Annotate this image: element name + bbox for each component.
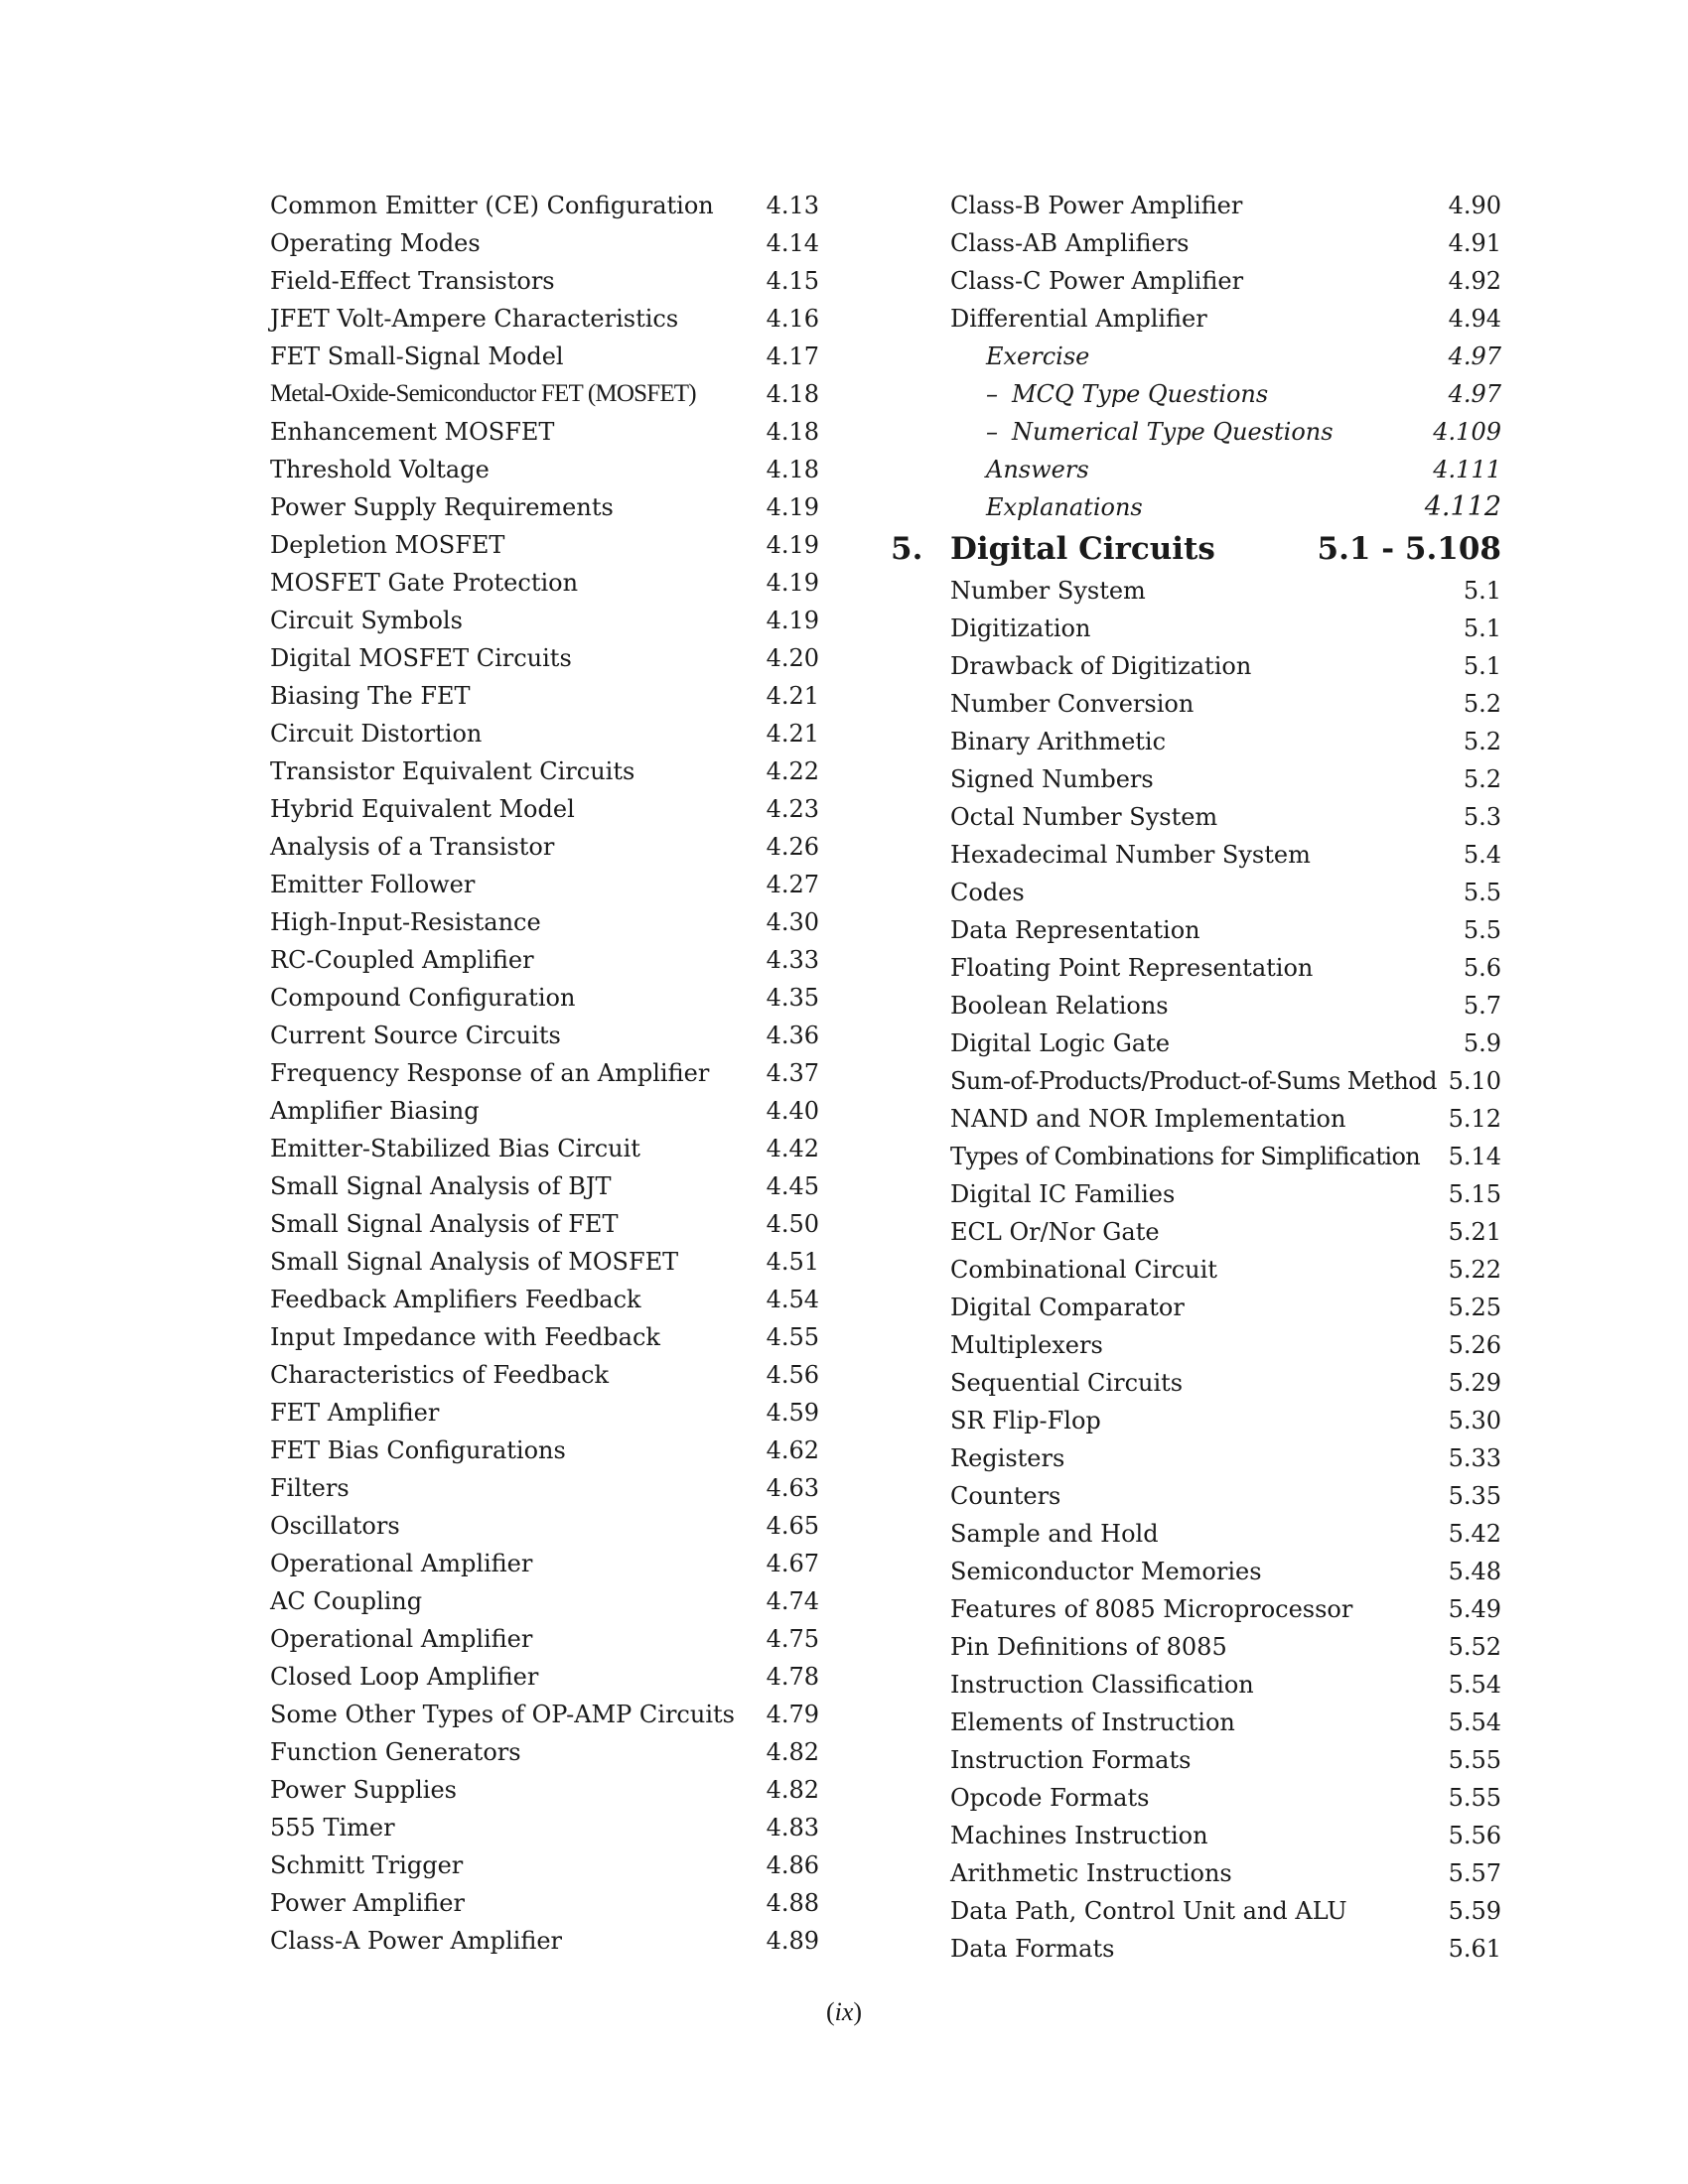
- toc-entry[interactable]: [891, 1251, 1501, 1289]
- toc-entry-page: 5.1: [1463, 577, 1501, 605]
- dash-glyph: –: [986, 380, 998, 408]
- toc-entry[interactable]: [891, 1892, 1501, 1930]
- toc-entry-page: 4.21: [766, 720, 819, 748]
- toc-entry[interactable]: [891, 1326, 1501, 1364]
- toc-entry-title: Metal-Oxide-Semiconductor FET (MOSFET): [270, 380, 696, 407]
- toc-entry-title: FET Bias Configurations: [270, 1436, 566, 1464]
- toc-entry-title: Digital MOSFET Circuits: [270, 644, 572, 672]
- toc-entry[interactable]: [891, 1289, 1501, 1326]
- toc-entry-title: Registers: [950, 1444, 1065, 1472]
- toc-entry[interactable]: [891, 1477, 1501, 1515]
- toc-entry-title: Circuit Distortion: [270, 720, 483, 748]
- toc-entry-page: 4.97: [1448, 342, 1501, 370]
- toc-entry-page: 4.51: [766, 1248, 819, 1276]
- toc-entry-page: 4.18: [766, 456, 819, 483]
- toc-entry-title: Counters: [950, 1482, 1061, 1510]
- toc-entry-page: 4.90: [1448, 192, 1501, 219]
- toc-entry-page: 4.109: [1433, 418, 1501, 446]
- page-number: [0, 1997, 1688, 2027]
- mcq-label: MCQ Type Questions: [1012, 380, 1269, 408]
- toc-entry[interactable]: [891, 723, 1501, 760]
- toc-entry-page: 5.14: [1448, 1143, 1501, 1170]
- toc-entry-title: Operational Amplifier: [270, 1625, 533, 1653]
- numerical-title: [986, 413, 1334, 451]
- toc-entry-page: 4.26: [766, 833, 819, 861]
- toc-entry-title: Field-Effect Transistors: [270, 267, 555, 295]
- toc-entry-title: Codes: [950, 879, 1025, 906]
- toc-entry-page: 5.30: [1448, 1407, 1501, 1434]
- toc-entry[interactable]: [270, 1771, 819, 1809]
- toc-entry-title: Operating Modes: [270, 229, 481, 257]
- toc-entry-title: RC-Coupled Amplifier: [270, 946, 534, 974]
- toc-entry-page: 5.56: [1448, 1822, 1501, 1849]
- toc-entry-title: Emitter Follower: [270, 871, 476, 898]
- toc-entry[interactable]: [270, 1620, 819, 1658]
- toc-entry-page: 5.2: [1463, 765, 1501, 793]
- toc-entry[interactable]: [891, 1439, 1501, 1477]
- mcq-title: [986, 375, 1268, 413]
- toc-entry-page: 5.2: [1463, 728, 1501, 755]
- toc-entry-title: Some Other Types of OP-AMP Circuits: [270, 1701, 735, 1728]
- toc-entry[interactable]: [270, 752, 819, 790]
- dash-glyph: –: [986, 418, 998, 446]
- toc-entry-title: JFET Volt-Ampere Characteristics: [270, 305, 679, 333]
- toc-entry-title: Oscillators: [270, 1512, 400, 1540]
- toc-entry-title: Digitization: [950, 614, 1091, 642]
- toc-entry-page: 5.2: [1463, 690, 1501, 718]
- toc-entry-page: 5.12: [1448, 1105, 1501, 1133]
- toc-entry-title: Number System: [950, 577, 1146, 605]
- toc-entry[interactable]: [270, 979, 819, 1017]
- toc-entry-page: 5.33: [1448, 1444, 1501, 1472]
- toc-entry[interactable]: [270, 1054, 819, 1092]
- toc-entry-page: 4.111: [1433, 456, 1501, 483]
- toc-entry[interactable]: [270, 903, 819, 941]
- toc-mcq-entry[interactable]: [891, 375, 1501, 413]
- toc-entry-title: Arithmetic Instructions: [950, 1859, 1232, 1887]
- toc-entry-title: Features of 8085 Microprocessor: [950, 1595, 1353, 1623]
- toc-entry-title: Hexadecimal Number System: [950, 841, 1311, 869]
- toc-entry-title: Biasing The FET: [270, 682, 471, 710]
- toc-entry-page: 4.86: [766, 1851, 819, 1879]
- toc-entry-page: 4.19: [766, 569, 819, 597]
- toc-entry[interactable]: [270, 1281, 819, 1318]
- toc-entry-page: 4.18: [766, 418, 819, 446]
- toc-entry[interactable]: [891, 1553, 1501, 1590]
- toc-entry-page: 4.65: [766, 1512, 819, 1540]
- toc-entry-title: ECL Or/Nor Gate: [950, 1218, 1160, 1246]
- numerical-label: Numerical Type Questions: [1012, 418, 1334, 446]
- toc-entry-page: 4.91: [1448, 229, 1501, 257]
- toc-entry[interactable]: [270, 224, 819, 262]
- toc-entry[interactable]: [270, 1733, 819, 1771]
- toc-entry-title: Floating Point Representation: [950, 954, 1314, 982]
- toc-entry[interactable]: [270, 1432, 819, 1469]
- toc-entry-page: 5.29: [1448, 1369, 1501, 1397]
- toc-entry[interactable]: [891, 1138, 1501, 1175]
- toc-entry[interactable]: [891, 1628, 1501, 1666]
- toc-entry-page: 4.19: [766, 493, 819, 521]
- toc-entry-page: 4.33: [766, 946, 819, 974]
- toc-entry[interactable]: [891, 1364, 1501, 1402]
- toc-entry-title: Signed Numbers: [950, 765, 1154, 793]
- toc-entry-page: 4.112: [1424, 491, 1501, 522]
- toc-entry-title: Instruction Classification: [950, 1671, 1254, 1699]
- toc-entry-title: Number Conversion: [950, 690, 1195, 718]
- toc-entry-page: 5.49: [1448, 1595, 1501, 1623]
- toc-entry-title: Opcode Formats: [950, 1784, 1150, 1812]
- toc-entry-title: Power Supplies: [270, 1776, 457, 1804]
- toc-entry-title: Data Formats: [950, 1935, 1115, 1963]
- toc-entry-page: 4.36: [766, 1022, 819, 1049]
- toc-entry[interactable]: [891, 1100, 1501, 1138]
- toc-entry-page: 5.10: [1448, 1067, 1501, 1095]
- toc-entry-title: Multiplexers: [950, 1331, 1103, 1359]
- toc-entry-title: FET Amplifier: [270, 1399, 440, 1427]
- toc-entry-title: Class-AB Amplifiers: [950, 229, 1190, 257]
- toc-entry-title: Class-B Power Amplifier: [950, 192, 1243, 219]
- toc-entry-title: Enhancement MOSFET: [270, 418, 555, 446]
- toc-entry-page: 4.14: [766, 229, 819, 257]
- toc-entry-title: Depletion MOSFET: [270, 531, 505, 559]
- toc-entry-page: 5.5: [1463, 879, 1501, 906]
- chapter-title: Digital Circuits: [950, 531, 1215, 567]
- toc-entry[interactable]: [891, 1590, 1501, 1628]
- toc-entry[interactable]: [891, 1213, 1501, 1251]
- toc-entry-page: 4.20: [766, 644, 819, 672]
- toc-entry[interactable]: [270, 1696, 819, 1733]
- toc-entry[interactable]: [891, 1062, 1501, 1100]
- toc-entry-page: 4.55: [766, 1323, 819, 1351]
- toc-entry[interactable]: [270, 602, 819, 639]
- toc-entry-title: Power Supply Requirements: [270, 493, 614, 521]
- toc-entry-title: Characteristics of Feedback: [270, 1361, 610, 1389]
- toc-entry[interactable]: [891, 1817, 1501, 1854]
- toc-entry-page: 4.40: [766, 1097, 819, 1125]
- toc-entry[interactable]: [891, 262, 1501, 300]
- toc-entry[interactable]: [270, 187, 819, 224]
- toc-entry-page: 5.1: [1463, 614, 1501, 642]
- toc-entry[interactable]: [891, 300, 1501, 338]
- toc-entry[interactable]: [270, 1394, 819, 1432]
- toc-entry-title: Sequential Circuits: [950, 1369, 1184, 1397]
- toc-entry[interactable]: [270, 1545, 819, 1582]
- toc-entry[interactable]: [891, 760, 1501, 798]
- toc-left-column: [270, 187, 819, 1960]
- toc-entry-page: 5.3: [1463, 803, 1501, 831]
- toc-entry[interactable]: [270, 1582, 819, 1620]
- toc-entry-title: Current Source Circuits: [270, 1022, 561, 1049]
- toc-entry-page: 4.56: [766, 1361, 819, 1389]
- toc-entry[interactable]: [270, 262, 819, 300]
- toc-entry-page: 4.83: [766, 1814, 819, 1842]
- toc-entry[interactable]: [270, 413, 819, 451]
- toc-entry-page: 5.26: [1448, 1331, 1501, 1359]
- toc-entry[interactable]: [270, 564, 819, 602]
- toc-entry-page: 5.55: [1448, 1746, 1501, 1774]
- exercise-title: Exercise: [986, 342, 1090, 370]
- toc-entry[interactable]: [270, 639, 819, 677]
- toc-entry-title: Small Signal Analysis of MOSFET: [270, 1248, 679, 1276]
- explanations-title: Explanations: [986, 493, 1143, 521]
- toc-entry-title: Schmitt Trigger: [270, 1851, 464, 1879]
- toc-entry-page: 4.50: [766, 1210, 819, 1238]
- toc-entry[interactable]: [270, 677, 819, 715]
- toc-entry-page: 4.59: [766, 1399, 819, 1427]
- toc-entry-title: Circuit Symbols: [270, 607, 463, 634]
- toc-entry-title: Small Signal Analysis of BJT: [270, 1172, 612, 1200]
- toc-entry-title: Emitter-Stabilized Bias Circuit: [270, 1135, 640, 1162]
- toc-explanations-entry[interactable]: [891, 488, 1501, 526]
- toc-entry-title: Transistor Equivalent Circuits: [270, 757, 635, 785]
- toc-entry[interactable]: [891, 610, 1501, 647]
- toc-entry[interactable]: [891, 1930, 1501, 1968]
- toc-entry-title: Compound Configuration: [270, 984, 576, 1012]
- toc-entry-page: 4.94: [1448, 305, 1501, 333]
- toc-entry-page: 5.4: [1463, 841, 1501, 869]
- toc-entry[interactable]: [270, 1469, 819, 1507]
- toc-entry-page: 4.54: [766, 1286, 819, 1313]
- toc-entry[interactable]: [270, 1130, 819, 1167]
- toc-entry-page: 4.82: [766, 1738, 819, 1766]
- toc-entry[interactable]: [891, 1704, 1501, 1741]
- toc-entry-page: 4.23: [766, 795, 819, 823]
- toc-entry-page: 5.55: [1448, 1784, 1501, 1812]
- toc-entry-title: Filters: [270, 1474, 350, 1502]
- toc-entry[interactable]: [891, 987, 1501, 1024]
- toc-entry-title: AC Coupling: [270, 1587, 423, 1615]
- toc-entry-title: Elements of Instruction: [950, 1708, 1235, 1736]
- toc-entry-title: Frequency Response of an Amplifier: [270, 1059, 710, 1087]
- toc-entry-title: Instruction Formats: [950, 1746, 1192, 1774]
- toc-entry[interactable]: [891, 1024, 1501, 1062]
- toc-entry[interactable]: [891, 1402, 1501, 1439]
- chapter-page-range: 5.1 - 5.108: [1317, 531, 1501, 567]
- toc-entry-title: Digital Comparator: [950, 1294, 1185, 1321]
- toc-entry-title: Combinational Circuit: [950, 1256, 1217, 1284]
- toc-answers-entry[interactable]: [891, 451, 1501, 488]
- toc-entry-page: 4.37: [766, 1059, 819, 1087]
- toc-entry[interactable]: [891, 798, 1501, 836]
- toc-entry[interactable]: [270, 300, 819, 338]
- toc-entry-title: Semiconductor Memories: [950, 1558, 1262, 1585]
- toc-entry-page: 4.16: [766, 305, 819, 333]
- toc-entry[interactable]: [270, 451, 819, 488]
- toc-entry-page: 4.45: [766, 1172, 819, 1200]
- toc-entry[interactable]: [891, 685, 1501, 723]
- toc-entry-page: 4.35: [766, 984, 819, 1012]
- toc-entry[interactable]: [270, 790, 819, 828]
- toc-entry-title: Pin Definitions of 8085: [950, 1633, 1227, 1661]
- toc-entry-page: 5.7: [1463, 992, 1501, 1020]
- toc-entry-page: 4.79: [766, 1701, 819, 1728]
- toc-entry-title: Hybrid Equivalent Model: [270, 795, 575, 823]
- toc-entry[interactable]: [891, 949, 1501, 987]
- toc-entry-page: 5.15: [1448, 1180, 1501, 1208]
- toc-entry-title: Amplifier Biasing: [270, 1097, 480, 1125]
- toc-exercise-entry[interactable]: [891, 338, 1501, 375]
- toc-entry-title: Machines Instruction: [950, 1822, 1208, 1849]
- toc-entry-page: 4.22: [766, 757, 819, 785]
- toc-entry[interactable]: [891, 1666, 1501, 1704]
- toc-entry-page: 4.30: [766, 908, 819, 936]
- toc-entry-title: Data Representation: [950, 916, 1200, 944]
- toc-entry[interactable]: [891, 572, 1501, 610]
- page-number-close: ): [853, 1997, 863, 2026]
- toc-entry-page: 4.75: [766, 1625, 819, 1653]
- toc-entry-title: Class-A Power Amplifier: [270, 1927, 563, 1955]
- toc-entry-page: 4.88: [766, 1889, 819, 1917]
- toc-entry-page: 4.19: [766, 531, 819, 559]
- toc-entry-page: 4.82: [766, 1776, 819, 1804]
- toc-entry[interactable]: [270, 1809, 819, 1846]
- toc-entry-page: 5.21: [1448, 1218, 1501, 1246]
- toc-entry-page: 5.57: [1448, 1859, 1501, 1887]
- toc-entry-page: 4.63: [766, 1474, 819, 1502]
- toc-entry-page: 4.15: [766, 267, 819, 295]
- toc-entry[interactable]: [270, 1922, 819, 1960]
- toc-entry-page: 4.97: [1448, 380, 1501, 408]
- toc-entry-title: Types of Combinations for Simplification: [950, 1143, 1421, 1170]
- toc-entry[interactable]: [270, 1658, 819, 1696]
- toc-entry-page: 4.19: [766, 607, 819, 634]
- toc-entry[interactable]: [891, 1854, 1501, 1892]
- toc-entry-page: 4.62: [766, 1436, 819, 1464]
- toc-entry-page: 5.25: [1448, 1294, 1501, 1321]
- toc-entry-title: Drawback of Digitization: [950, 652, 1252, 680]
- toc-entry-title: NAND and NOR Implementation: [950, 1105, 1346, 1133]
- toc-entry-title: Operational Amplifier: [270, 1550, 533, 1577]
- toc-entry-title: Common Emitter (CE) Configuration: [270, 192, 714, 219]
- toc-entry-title: Boolean Relations: [950, 992, 1169, 1020]
- toc-entry-title: Binary Arithmetic: [950, 728, 1167, 755]
- toc-entry[interactable]: [270, 488, 819, 526]
- toc-entry-page: 5.1: [1463, 652, 1501, 680]
- toc-entry-title: Threshold Voltage: [270, 456, 490, 483]
- toc-entry[interactable]: [891, 1175, 1501, 1213]
- toc-numerical-entry[interactable]: [891, 413, 1501, 451]
- toc-entry-page: 5.9: [1463, 1029, 1501, 1057]
- chapter-number: 5.: [891, 531, 923, 567]
- toc-entry[interactable]: [270, 375, 819, 413]
- toc-entry[interactable]: [891, 647, 1501, 685]
- toc-entry[interactable]: [891, 1741, 1501, 1779]
- page-number-roman: ix: [834, 1997, 854, 2026]
- toc-entry-page: 4.17: [766, 342, 819, 370]
- toc-entry[interactable]: [270, 1167, 819, 1205]
- toc-entry-page: 4.74: [766, 1587, 819, 1615]
- toc-entry-title: Sample and Hold: [950, 1520, 1159, 1548]
- toc-entry-page: 5.61: [1448, 1935, 1501, 1963]
- toc-entry[interactable]: [270, 866, 819, 903]
- toc-entry-title: Input Impedance with Feedback: [270, 1323, 660, 1351]
- toc-entry[interactable]: [270, 1092, 819, 1130]
- toc-entry[interactable]: [891, 911, 1501, 949]
- toc-entry-title: FET Small-Signal Model: [270, 342, 564, 370]
- toc-entry-title: Class-C Power Amplifier: [950, 267, 1244, 295]
- toc-entry-page: 4.27: [766, 871, 819, 898]
- toc-entry-page: 5.22: [1448, 1256, 1501, 1284]
- toc-entry-title: Feedback Amplifiers Feedback: [270, 1286, 641, 1313]
- toc-entry[interactable]: [270, 1884, 819, 1922]
- toc-entry[interactable]: [270, 1243, 819, 1281]
- page-number-open: (: [825, 1997, 835, 2026]
- toc-entry-page: 5.5: [1463, 916, 1501, 944]
- toc-entry-title: Digital IC Families: [950, 1180, 1176, 1208]
- toc-entry-page: 5.48: [1448, 1558, 1501, 1585]
- toc-entry[interactable]: [270, 1356, 819, 1394]
- toc-entry-title: Closed Loop Amplifier: [270, 1663, 539, 1691]
- toc-entry-title: Sum-of-Products/Product-of-Sums Method: [950, 1067, 1437, 1095]
- toc-entry[interactable]: [891, 836, 1501, 874]
- toc-entry-title: Function Generators: [270, 1738, 521, 1766]
- toc-entry-page: 5.52: [1448, 1633, 1501, 1661]
- toc-entry[interactable]: [270, 941, 819, 979]
- toc-entry[interactable]: [270, 1318, 819, 1356]
- toc-entry-page: 5.42: [1448, 1520, 1501, 1548]
- toc-entry-title: MOSFET Gate Protection: [270, 569, 579, 597]
- toc-entry-title: SR Flip-Flop: [950, 1407, 1101, 1434]
- toc-right-column: [891, 187, 1501, 1968]
- toc-entry[interactable]: [270, 1205, 819, 1243]
- toc-entry-title: Differential Amplifier: [950, 305, 1207, 333]
- toc-entry-page: 4.67: [766, 1550, 819, 1577]
- toc-entry-page: 5.54: [1448, 1671, 1501, 1699]
- toc-entry[interactable]: [891, 1515, 1501, 1553]
- toc-entry-page: 5.35: [1448, 1482, 1501, 1510]
- toc-entry-page: 5.54: [1448, 1708, 1501, 1736]
- toc-entry-title: Data Path, Control Unit and ALU: [950, 1897, 1347, 1925]
- chapter-heading[interactable]: [891, 526, 1501, 572]
- toc-entry-title: Digital Logic Gate: [950, 1029, 1171, 1057]
- toc-entry[interactable]: [270, 338, 819, 375]
- toc-entry-page: 4.78: [766, 1663, 819, 1691]
- toc-entry-page: 5.6: [1463, 954, 1501, 982]
- toc-entry[interactable]: [891, 224, 1501, 262]
- toc-entry[interactable]: [891, 187, 1501, 224]
- toc-entry-page: 5.59: [1448, 1897, 1501, 1925]
- toc-entry[interactable]: [891, 874, 1501, 911]
- toc-entry-page: 4.13: [766, 192, 819, 219]
- toc-entry[interactable]: [270, 1846, 819, 1884]
- toc-entry[interactable]: [270, 715, 819, 752]
- toc-entry-page: 4.89: [766, 1927, 819, 1955]
- toc-entry-page: 4.42: [766, 1135, 819, 1162]
- toc-entry-title: Small Signal Analysis of FET: [270, 1210, 619, 1238]
- toc-entry[interactable]: [270, 1507, 819, 1545]
- toc-entry[interactable]: [270, 526, 819, 564]
- toc-entry-title: Analysis of a Transistor: [270, 833, 555, 861]
- toc-entry[interactable]: [270, 828, 819, 866]
- toc-entry-page: 4.92: [1448, 267, 1501, 295]
- toc-entry-page: 4.21: [766, 682, 819, 710]
- toc-entry[interactable]: [270, 1017, 819, 1054]
- toc-entry-title: 555 Timer: [270, 1814, 395, 1842]
- toc-entry[interactable]: [891, 1779, 1501, 1817]
- toc-entry-title: Octal Number System: [950, 803, 1218, 831]
- toc-entry-page: 4.18: [766, 380, 819, 408]
- toc-entry-title: Power Amplifier: [270, 1889, 465, 1917]
- toc-entry-title: High-Input-Resistance: [270, 908, 541, 936]
- answers-title: Answers: [986, 456, 1089, 483]
